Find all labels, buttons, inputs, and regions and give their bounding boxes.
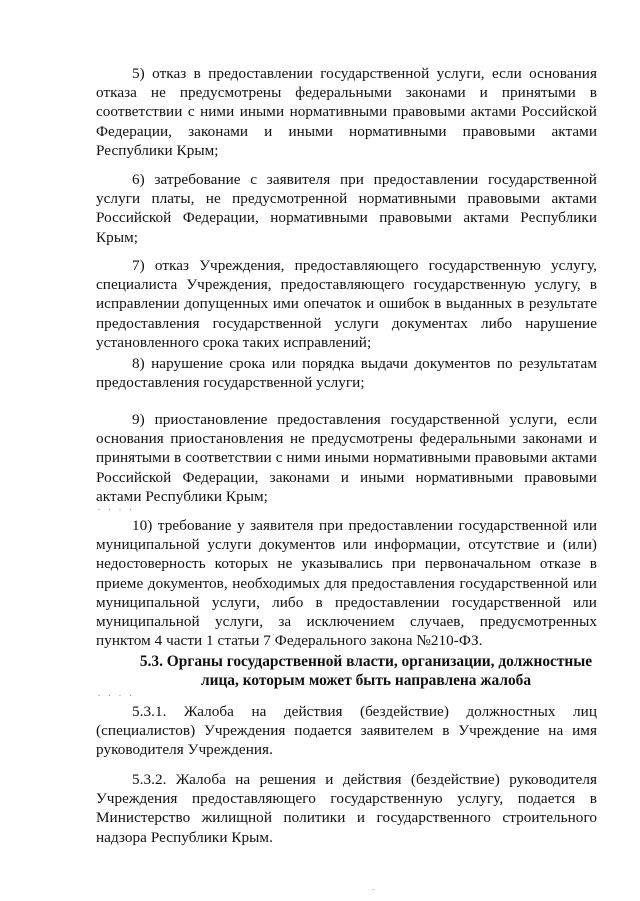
- section-heading-line-1: 5.3. Органы государственной власти, организации, должностные: [139, 653, 593, 670]
- paragraph-item-9: 9) приостановление предоставления государственной услуги, если основания приостановления не предусмотрены федеральными законами и принятыми в соответствии с ними иными нормативными правовыми актами Российской Федерации, законами и иными нормативными правовыми актами Республики Крым;: [96, 411, 597, 505]
- paragraph-item-7: 7) отказ Учреждения, предоставляющего государственную услугу, специалиста Учреждения, предоставляющего государственную услугу, в исправлении допущенных ими опечаток и ошибок в выданных в результате предоставления государственной услуги документах либо нарушение установленного срока таких исправлений;: [96, 257, 597, 351]
- section-heading-line-2: лица, которым может быть направлена жалоба: [200, 672, 532, 689]
- scan-speck: . . . .: [98, 690, 135, 698]
- subparagraph-5-3-1: 5.3.1. Жалоба на действия (бездействие) должностных лиц (специалистов) Учреждения подается заявителем в Учреждение на имя руководителя Учреждения.: [96, 703, 597, 759]
- scan-speck: .: [372, 884, 378, 892]
- paragraph-item-5: 5) отказ в предоставлении государственной услуги, если основания отказа не предусмотрены федеральными законами и принятыми в соответствии с ними иными нормативными правовыми актами Российской Федерации, законами и иными нормативными правовыми актами Республики Крым;: [96, 65, 597, 159]
- paragraph-item-8: 8) нарушение срока или порядка выдачи документов по результатам предоставления государственной услуги;: [96, 355, 597, 392]
- paragraph-item-10: 10) требование у заявителя при предоставлении государственной или муниципальной услуги документов или информации, отсутствие и (или) недостоверность которых не указывались при первоначальном отказе в приеме документов, необходимых для предоставления государственной или муниципальной услуги, либо в предоставлении государственной или муниципальной услуги, за исключением случаев, предусмотренных пунктом 4 части 1 статьи 7 Федерального закона №210-ФЗ.: [96, 517, 597, 650]
- paragraph-item-6: 6) затребование с заявителя при предоставлении государственной услуги платы, не предусмотренной нормативными правовыми актами Российской Федерации, нормативными правовыми актами Республики Крым;: [96, 171, 597, 246]
- subparagraph-5-3-2: 5.3.2. Жалоба на решения и действия (бездействие) руководителя Учреждения предоставляющего государственную услугу, подается в Министерство жилищной политики и государственного строительного надзора Республики Крым.: [96, 771, 597, 846]
- scan-speck: . . . .: [98, 504, 135, 512]
